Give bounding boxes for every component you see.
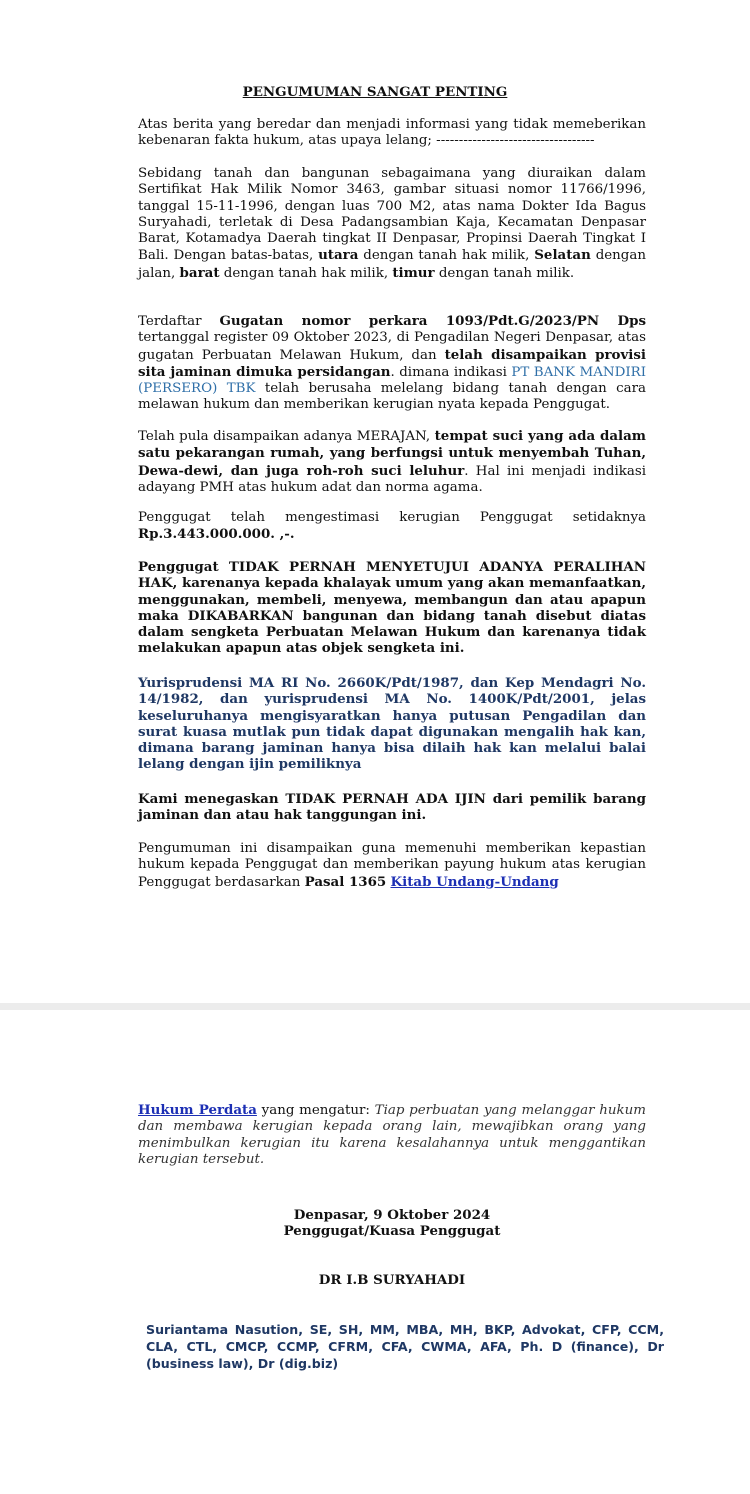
counsel-name: Suriantama Nasution, SE, SH, MM, MBA, MH, BKP, Advokat, CFP, CCM, CLA, CTL, CMCP, CCMP, CFRM, CFA, CWMA, AFA, Ph. D (finance), Dr (business law), Dr (dig.biz) [146,1322,664,1371]
affirm-paragraph [138,791,646,824]
signature-place-date: Denpasar, 9 Oktober 2024 [293,1207,491,1223]
merajan-paragraph [138,428,646,496]
page-separator [0,1003,750,1010]
intro-paragraph [138,117,646,150]
civil-law-paragraph [138,1102,646,1168]
loss-amount: Rp.3.443.000.000. ,-. [138,526,295,543]
merajan-bold: tempat suci yang ada dalam satu pekarangan rumah, yang berfungsi untuk menyembah Tuhan, Dewa-dewi, dan juga roh-roh suci leluhur [138,428,646,479]
jurisprudence-text: Yurisprudensi MA RI No. 2660K/Pdt/1987, dan Kep Mendagri No. 14/1982, dan yurisprudensi MA No. 1400K/Pdt/2001, jelas keseluruhanya mengisyaratkan hanya putusan Pengadilan dan surat kuasa mutlak pun tidak dapat digunakan mengalih hak kan, dimana barang jaminan hanya bisa dilaih hak kan melalui balai lelang dengan ijin pemiliknya [138,675,646,773]
land-paragraph [138,166,646,282]
case-mid2: . dimana indikasi [390,364,512,380]
hukum-perdata-link[interactable]: Hukum Perdata [138,1102,257,1118]
counsel-block [146,1321,664,1372]
signatory-block [138,1272,646,1288]
warning-paragraph [138,559,646,657]
case-number: Gugatan nomor perkara 1093/Pdt.G/2023/PN Dps [219,313,646,329]
land-text-1: Sebidang tanah dan bangunan sebagaimana yang diuraikan dalam Sertifikat Hak Milik Nomor 3463, gambar situasi nomor 11766/1996, tanggal 15-11-1996, dengan luas 700 M2, atas nama Dokter Ida Bagus Suryahadi, terletak di Desa Padangsambian Kaja, Kecamatan Denpasar Barat, Kotamadya Daerah tingkat II Denpasar, Propinsi Daerah Tingkat I Bali. Dengan batas-batas, [138,166,646,264]
land-text-5: dengan tanah milik. [434,265,575,281]
civil-law-quote: Tiap perbuatan yang melanggar hukum dan membawa kerugian kepada orang lain, mewajibkan orang yang menimbulkan kerugian itu karena kesalahannya untuk menggantikan kerugian tersebut. [138,1103,646,1167]
announcement-title: PENGUMUMAN SANGAT PENTING [242,84,508,100]
jurisprudence-paragraph [138,675,646,773]
case-tail: telah berusaha melelang bidang tanah dengan cara melawan hukum dan memberikan kerugian nyata kepada Penggugat. [138,381,646,413]
bank-name: PT BANK MANDIRI (PERSERO) TBK [138,364,646,397]
merajan-tail: . Hal ini menjadi indikasi adayang PMH atas hukum adat dan norma agama. [138,463,646,495]
case-provisi: telah disampaikan provisi sita jaminan dimuka persidangan [138,346,646,380]
loss-paragraph [138,510,646,544]
land-text-2: dengan tanah hak milik, [358,248,535,264]
land-utara: utara [318,247,359,264]
case-lead: Terdaftar [138,314,220,329]
signature-role: Penggugat/Kuasa Penggugat [283,1223,501,1240]
closing-lead: Pengumuman ini disampaikan guna memenuhi memberikan kepastian hukum kepada Penggugat dan memberikan payung hukum atas kerugian Penggugat berdasarkan [138,841,646,890]
closing-pasal: Pasal 1365 [304,873,387,890]
case-mid: tertanggal register 09 Oktober 2023, di Pengadilan Negeri Denpasar, atas gugatan Perbuatan Melawan Hukum, dan [138,330,646,363]
signatory-name: DR I.B SURYAHADI [318,1272,466,1288]
kitab-undang-undang-link[interactable]: Kitab Undang-Undang [390,873,559,890]
document-page-2 [0,1010,750,1494]
signature-block [138,1207,646,1240]
merajan-lead: Telah pula disampaikan adanya MERAJAN, [138,429,435,444]
land-barat: barat [179,264,220,281]
closing-paragraph [138,841,646,891]
case-paragraph [138,313,646,414]
land-text-3: dengan jalan, [138,248,646,281]
land-text-4: dengan tanah hak milik, [219,265,393,281]
land-selatan: Selatan [534,247,591,264]
intro-text: Atas berita yang beredar dan menjadi informasi yang tidak memeberikan kebenaran fakta hukum, atas upaya lelang; ----------------------------------- [138,117,646,149]
land-timur: timur [392,264,435,281]
warning-text: Penggugat TIDAK PERNAH MENYETUJUI ADANYA PERALIHAN HAK, karenanya kepada khalayak umum yang akan memanfaatkan, menggunakan, membeli, menyewa, membangun dan atau apapun maka DIKABARKAN bangunan dan bidang tanah disebut diatas dalam sengketa Perbuatan Melawan Hukum dan karenanya tidak melakukan apapun atas objek sengketa ini. [138,559,646,657]
civil-law-lead: yang mengatur: [256,1103,375,1118]
affirm-text: Kami menegaskan TIDAK PERNAH ADA IJIN dari pemilik barang jaminan dan atau hak tanggungan ini. [138,791,646,824]
loss-lead: Penggugat telah mengestimasi kerugian Penggugat setidaknya [138,510,646,525]
